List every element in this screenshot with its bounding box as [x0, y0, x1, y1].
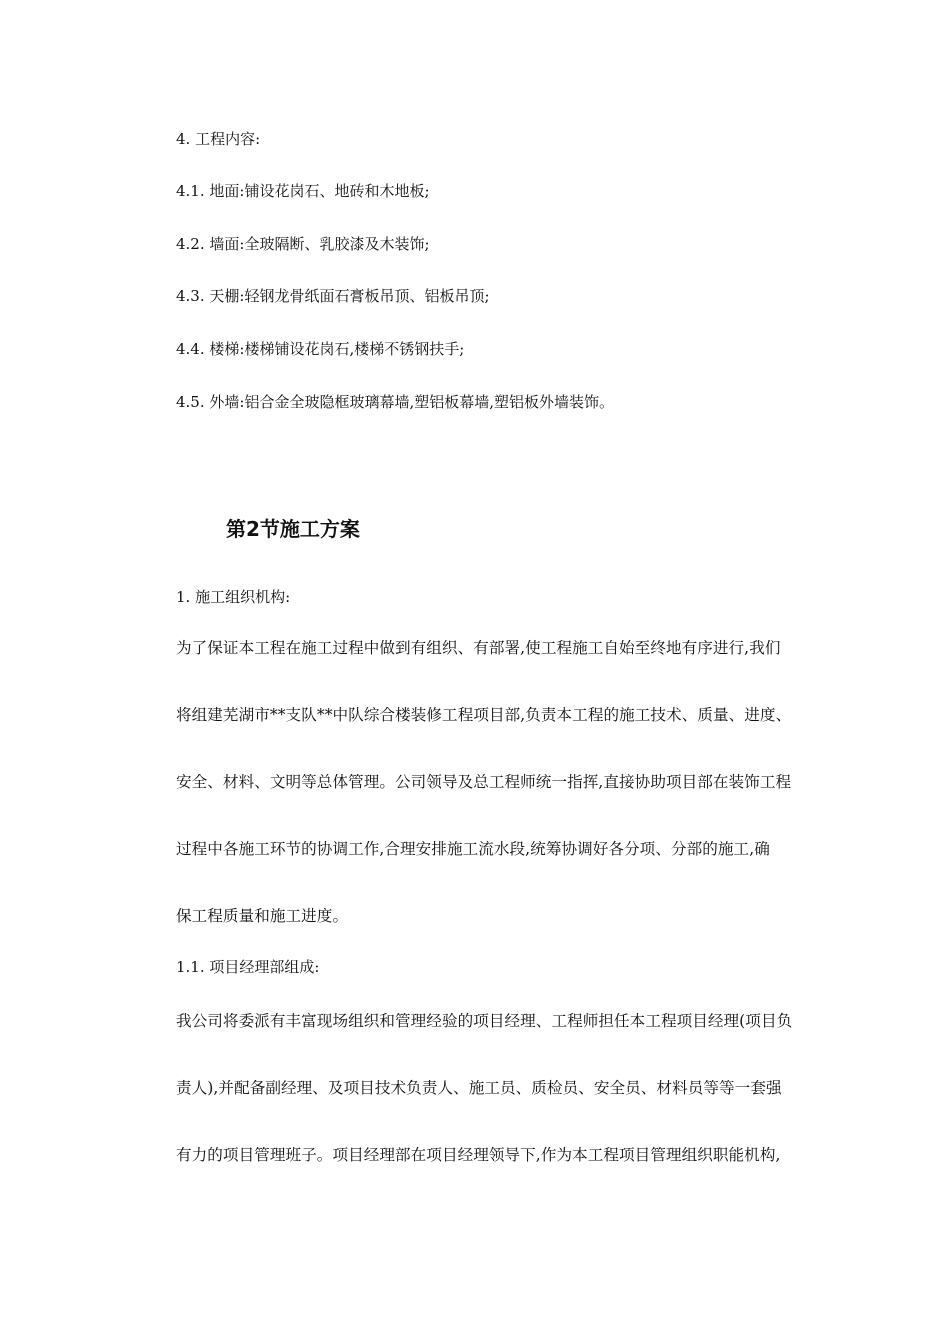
scope-title: 4. 工程内容:: [176, 130, 261, 148]
org-title: 1. 施工组织机构:: [176, 588, 291, 606]
scope-item-stairs: 4.4. 楼梯:楼梯铺设花岗石,楼梯不锈钢扶手;: [176, 340, 465, 358]
org-paragraph-line: 过程中各施工环节的协调工作,合理安排施工流水段,统筹协调好各分项、分部的施工,确: [176, 840, 770, 858]
scope-item-floor: 4.1. 地面:铺设花岗石、地砖和木地板;: [176, 182, 430, 200]
pm-paragraph-line: 责人),并配备副经理、及项目技术负责人、施工员、质检员、安全员、材料员等等一套强: [176, 1079, 782, 1097]
scope-item-wall: 4.2. 墙面:全玻隔断、乳胶漆及木装饰;: [176, 235, 430, 253]
org-paragraph-line: 安全、材料、文明等总体管理。公司领导及总工程师统一指挥,直接协助项目部在装饰工程: [176, 773, 792, 791]
org-paragraph-line: 保工程质量和施工进度。: [176, 907, 349, 925]
scope-item-exterior: 4.5. 外墙:铝合金全玻隐框玻璃幕墙,塑铝板幕墙,塑铝板外墙装饰。: [176, 393, 614, 411]
section-heading: 第2节施工方案: [226, 517, 360, 541]
org-paragraph-line: 为了保证本工程在施工过程中做到有组织、有部署,使工程施工自始至终地有序进行,我们: [176, 639, 781, 657]
pm-paragraph-line: 我公司将委派有丰富现场组织和管理经验的项目经理、工程师担任本工程项目经理(项目负: [176, 1012, 793, 1030]
pm-paragraph-line: 有力的项目管理班子。项目经理部在项目经理领导下,作为本工程项目管理组织职能机构,: [176, 1146, 781, 1164]
pm-title: 1.1. 项目经理部组成:: [176, 958, 320, 976]
scope-item-ceiling: 4.3. 天棚:轻钢龙骨纸面石膏板吊顶、铝板吊顶;: [176, 287, 490, 305]
org-paragraph-line: 将组建芜湖市**支队**中队综合楼装修工程项目部,负责本工程的施工技术、质量、进度、: [176, 706, 792, 724]
